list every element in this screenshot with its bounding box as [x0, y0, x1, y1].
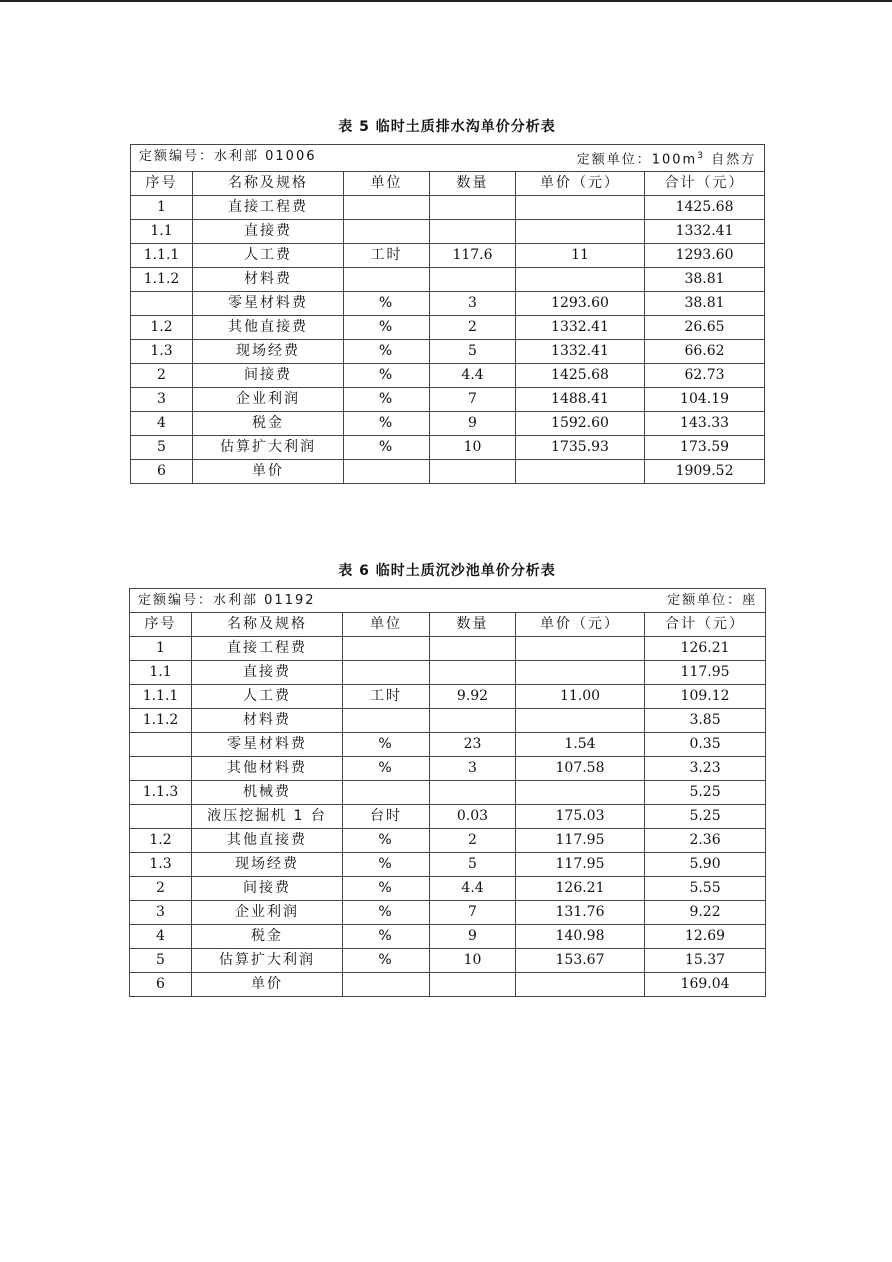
table-cell: 126.21: [516, 877, 645, 901]
table5: [130, 144, 765, 484]
table-cell: 现场经费: [192, 853, 343, 877]
table-cell: 3.23: [645, 757, 766, 781]
table-cell: %: [343, 853, 430, 877]
table6-quota-code: 定额编号：水利部 01192: [138, 593, 316, 608]
table-cell: 单价: [193, 460, 344, 484]
table-cell: [516, 460, 645, 484]
table-cell: [344, 460, 430, 484]
table-cell: 11.00: [516, 685, 645, 709]
table-cell: 10: [430, 949, 516, 973]
table-row: [131, 340, 765, 364]
table-cell: 4.4: [430, 877, 516, 901]
table-cell: %: [344, 340, 430, 364]
table-cell: 企业利润: [193, 388, 344, 412]
table-cell: 26.65: [645, 316, 765, 340]
table-cell: 38.81: [645, 268, 765, 292]
table-cell: [430, 781, 516, 805]
table-row: [130, 685, 766, 709]
table-cell: 1332.41: [516, 316, 645, 340]
table-cell: [343, 709, 430, 733]
table-cell: %: [344, 316, 430, 340]
table-cell: 5: [430, 853, 516, 877]
table-cell: 间接费: [192, 877, 343, 901]
table5-quota-code: 定额编号：水利部 01006: [139, 149, 317, 164]
table5-header-row: [131, 172, 765, 196]
table-cell: 9: [430, 412, 516, 436]
table-row: [130, 637, 766, 661]
table-cell: 9: [430, 925, 516, 949]
table-cell: [430, 661, 516, 685]
table5-meta-row: [131, 145, 765, 172]
table-cell: 1.54: [516, 733, 645, 757]
table-cell: 间接费: [193, 364, 344, 388]
table-cell: 其他材料费: [192, 757, 343, 781]
table-cell: %: [343, 829, 430, 853]
table-row: [130, 805, 766, 829]
table-cell: 169.04: [645, 973, 766, 997]
table-cell: 173.59: [645, 436, 765, 460]
table5-caption: 表 5 临时土质排水沟单价分析表: [338, 119, 556, 135]
table-cell: [430, 220, 516, 244]
table-cell: 1.1.2: [130, 709, 192, 733]
table6: [129, 588, 766, 997]
table-cell: %: [343, 877, 430, 901]
table-cell: [130, 805, 192, 829]
table6-meta: [130, 589, 766, 613]
table5-header-cell: 名称及规格: [193, 172, 344, 196]
table-cell: 6: [131, 460, 193, 484]
table-cell: 1488.41: [516, 388, 645, 412]
table-cell: 15.37: [645, 949, 766, 973]
table-cell: 153.67: [516, 949, 645, 973]
table-cell: [130, 757, 192, 781]
table-row: [130, 829, 766, 853]
table-cell: 单价: [192, 973, 343, 997]
table-cell: 107.58: [516, 757, 645, 781]
table-cell: 1425.68: [516, 364, 645, 388]
table-cell: [430, 196, 516, 220]
table-cell: 3.85: [645, 709, 766, 733]
table-cell: 1425.68: [645, 196, 765, 220]
table5-quota-unit-suffix: 自然方: [704, 152, 757, 168]
table-cell: %: [343, 901, 430, 925]
table-cell: 直接费: [192, 661, 343, 685]
table-cell: 1293.60: [645, 244, 765, 268]
table-cell: 直接费: [193, 220, 344, 244]
table-cell: 直接工程费: [193, 196, 344, 220]
table-cell: [430, 709, 516, 733]
table-cell: 175.03: [516, 805, 645, 829]
table-cell: 0.35: [645, 733, 766, 757]
table-row: [130, 781, 766, 805]
table5-header-cell: 数量: [430, 172, 516, 196]
table6-header-cell: 名称及规格: [192, 613, 343, 637]
table5-header-cell: 合计（元）: [645, 172, 765, 196]
table-cell: 7: [430, 901, 516, 925]
table-cell: 7: [430, 388, 516, 412]
table-cell: 其他直接费: [193, 316, 344, 340]
table-cell: 3: [430, 757, 516, 781]
table-cell: 1: [130, 637, 192, 661]
table6-header-cell: 序号: [130, 613, 192, 637]
table-cell: 液压挖掘机 1 台: [192, 805, 343, 829]
table-cell: 税金: [192, 925, 343, 949]
table-cell: 38.81: [645, 292, 765, 316]
table-cell: 1293.60: [516, 292, 645, 316]
table-cell: 23: [430, 733, 516, 757]
table-row: [131, 412, 765, 436]
table-cell: %: [344, 412, 430, 436]
table-cell: 台时: [343, 805, 430, 829]
table-cell: 126.21: [645, 637, 766, 661]
table-cell: %: [343, 925, 430, 949]
table-row: [130, 853, 766, 877]
table5-quota-unit-prefix: 定额单位：100m: [576, 152, 698, 168]
table-cell: 估算扩大利润: [192, 949, 343, 973]
table-cell: 140.98: [516, 925, 645, 949]
table-cell: 直接工程费: [192, 637, 343, 661]
table-row: [131, 268, 765, 292]
table-cell: 1909.52: [645, 460, 765, 484]
table6-header-cell: 单位: [343, 613, 430, 637]
table-cell: [516, 661, 645, 685]
table-cell: 3: [430, 292, 516, 316]
table-cell: 材料费: [193, 268, 344, 292]
table-cell: 零星材料费: [193, 292, 344, 316]
table-cell: 材料费: [192, 709, 343, 733]
table-cell: 5: [430, 340, 516, 364]
table6-quota-unit: 定额单位：座: [667, 593, 758, 608]
table-cell: [516, 781, 645, 805]
table5-quota-unit: [577, 145, 756, 171]
table6-header-cell: 单价（元）: [516, 613, 645, 637]
table-cell: 117.95: [516, 829, 645, 853]
table-cell: 3: [130, 901, 192, 925]
table-cell: [343, 661, 430, 685]
table-cell: 1735.93: [516, 436, 645, 460]
table-row: [131, 364, 765, 388]
table-cell: 现场经费: [193, 340, 344, 364]
table-cell: 1.3: [130, 853, 192, 877]
table5-meta: [131, 145, 765, 172]
table-cell: 117.95: [516, 853, 645, 877]
table-cell: 9.22: [645, 901, 766, 925]
table-cell: [131, 292, 193, 316]
table-row: [130, 925, 766, 949]
table-cell: %: [343, 757, 430, 781]
table-cell: 人工费: [193, 244, 344, 268]
table5-header-cell: 单价（元）: [516, 172, 645, 196]
table-cell: 143.33: [645, 412, 765, 436]
table-cell: [344, 268, 430, 292]
table-row: [131, 292, 765, 316]
table-cell: 1.1.1: [130, 685, 192, 709]
table-cell: 1592.60: [516, 412, 645, 436]
table-cell: 9.92: [430, 685, 516, 709]
table-cell: %: [343, 949, 430, 973]
table-cell: 1.1.2: [131, 268, 193, 292]
table-cell: 4.4: [430, 364, 516, 388]
table-cell: 117.6: [430, 244, 516, 268]
table6-header-row: [130, 613, 766, 637]
table-cell: 1.2: [130, 829, 192, 853]
table-row: [130, 709, 766, 733]
table-cell: %: [344, 364, 430, 388]
table-cell: [430, 973, 516, 997]
table-cell: 3: [131, 388, 193, 412]
table-cell: 12.69: [645, 925, 766, 949]
table-row: [130, 901, 766, 925]
table-cell: %: [343, 733, 430, 757]
table-cell: [343, 781, 430, 805]
table-cell: [430, 637, 516, 661]
table-cell: [516, 973, 645, 997]
table-cell: 104.19: [645, 388, 765, 412]
table-cell: [516, 268, 645, 292]
table-cell: 62.73: [645, 364, 765, 388]
table-cell: 117.95: [645, 661, 766, 685]
table-cell: [343, 637, 430, 661]
table-cell: [343, 973, 430, 997]
table-row: [130, 949, 766, 973]
table-cell: 2: [430, 316, 516, 340]
table-cell: 5: [130, 949, 192, 973]
table-cell: [430, 460, 516, 484]
table-cell: [130, 733, 192, 757]
table-cell: [344, 220, 430, 244]
table-cell: 企业利润: [192, 901, 343, 925]
table-cell: [430, 268, 516, 292]
table-cell: 5.55: [645, 877, 766, 901]
table-cell: 4: [131, 412, 193, 436]
table-row: [130, 877, 766, 901]
table-cell: 5.90: [645, 853, 766, 877]
table-cell: 0.03: [430, 805, 516, 829]
table-cell: 1: [131, 196, 193, 220]
table-cell: 66.62: [645, 340, 765, 364]
table-cell: 1.1: [131, 220, 193, 244]
table-row: [130, 757, 766, 781]
table-cell: 1.1: [130, 661, 192, 685]
table-cell: 109.12: [645, 685, 766, 709]
table-row: [131, 220, 765, 244]
table-row: [130, 973, 766, 997]
table-cell: 11: [516, 244, 645, 268]
table-cell: 税金: [193, 412, 344, 436]
table-row: [131, 244, 765, 268]
table6-meta-row: [130, 589, 766, 613]
table-cell: 5: [131, 436, 193, 460]
table-row: [130, 733, 766, 757]
table-cell: 工时: [343, 685, 430, 709]
table-cell: 人工费: [192, 685, 343, 709]
table6-caption: 表 6 临时土质沉沙池单价分析表: [338, 563, 556, 579]
table-cell: 2: [430, 829, 516, 853]
table-cell: 零星材料费: [192, 733, 343, 757]
table-row: [131, 196, 765, 220]
table-cell: 1.1.3: [130, 781, 192, 805]
table-cell: 2.36: [645, 829, 766, 853]
table-cell: 2: [130, 877, 192, 901]
table6-header-cell: 合计（元）: [645, 613, 766, 637]
table-row: [130, 661, 766, 685]
table5-header-cell: 单位: [344, 172, 430, 196]
table-cell: 机械费: [192, 781, 343, 805]
table6-header-cell: 数量: [430, 613, 516, 637]
table-cell: 5.25: [645, 781, 766, 805]
table-cell: 1.1.1: [131, 244, 193, 268]
table-cell: %: [344, 292, 430, 316]
table-cell: %: [344, 388, 430, 412]
table-cell: 6: [130, 973, 192, 997]
table-cell: 1332.41: [516, 340, 645, 364]
table-cell: 5.25: [645, 805, 766, 829]
table-row: [131, 460, 765, 484]
table-cell: 1332.41: [645, 220, 765, 244]
table-cell: 1.3: [131, 340, 193, 364]
table-cell: [516, 709, 645, 733]
table-cell: %: [344, 436, 430, 460]
page-top-border: [0, 0, 892, 2]
table-cell: [516, 637, 645, 661]
table-cell: [516, 220, 645, 244]
table-cell: 其他直接费: [192, 829, 343, 853]
table-cell: 估算扩大利润: [193, 436, 344, 460]
table-cell: 工时: [344, 244, 430, 268]
table5-quota-unit-sup: 3: [697, 151, 705, 161]
table-row: [131, 388, 765, 412]
table-row: [131, 436, 765, 460]
table-cell: [344, 196, 430, 220]
table-cell: 4: [130, 925, 192, 949]
table-row: [131, 316, 765, 340]
table-cell: 10: [430, 436, 516, 460]
table5-header-cell: 序号: [131, 172, 193, 196]
table-cell: 2: [131, 364, 193, 388]
table-cell: [516, 196, 645, 220]
table-cell: 131.76: [516, 901, 645, 925]
table-cell: 1.2: [131, 316, 193, 340]
